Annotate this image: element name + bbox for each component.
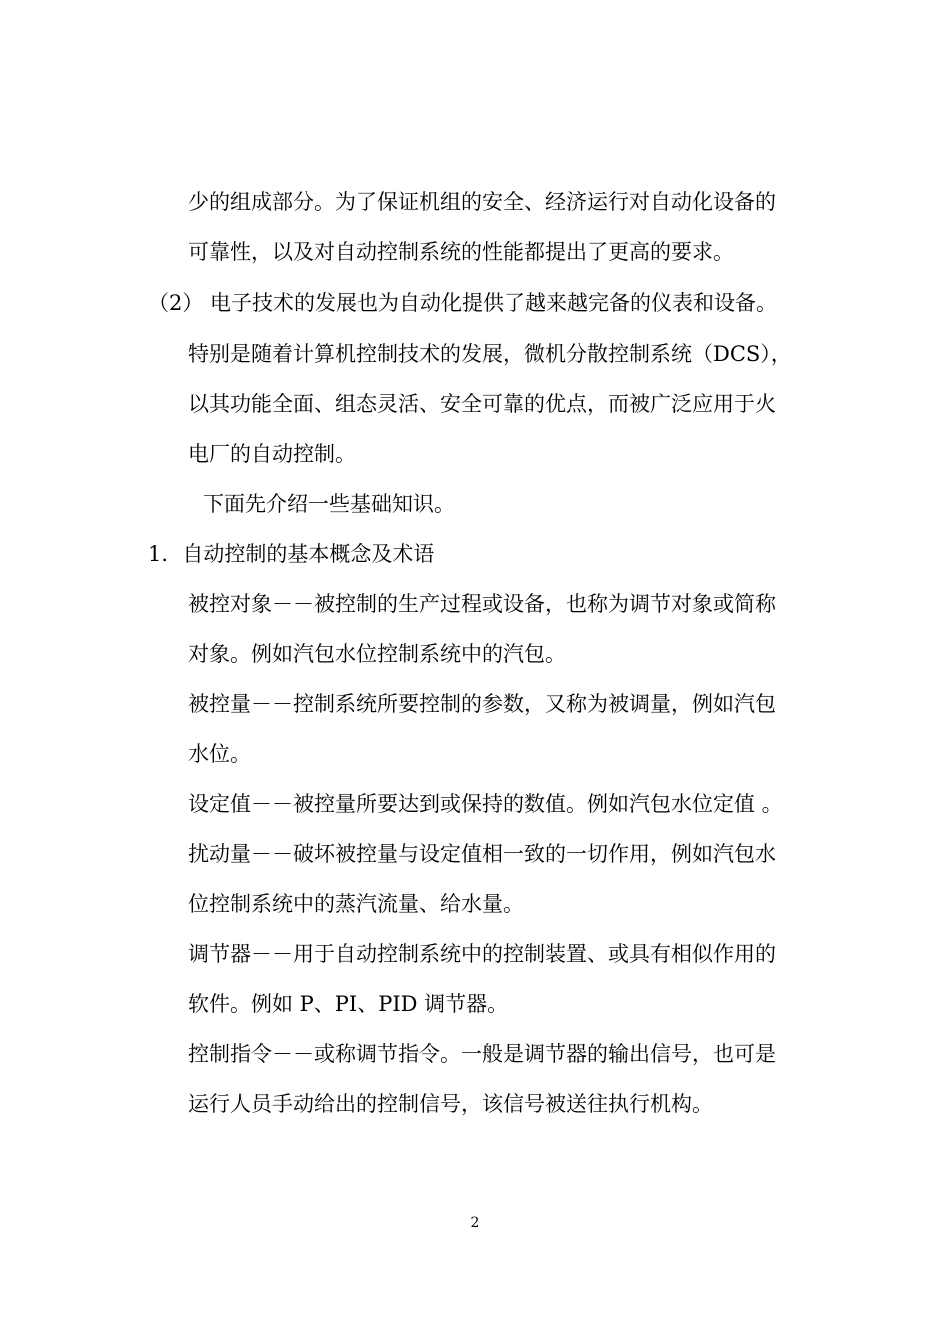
text-line: 运行人员手动给出的控制信号，该信号被送往执行机构。	[188, 1092, 713, 1116]
text-line: 控制指令－－或称调节指令。一般是调节器的输出信号，也可是	[188, 1042, 776, 1066]
text-line: 对象。例如汽包水位控制系统中的汽包。	[188, 642, 566, 666]
text-line: 下面先介绍一些基础知识。	[203, 492, 455, 516]
text-line: 以其功能全面、组态灵活、安全可靠的优点，而被广泛应用于火	[188, 392, 776, 416]
page-number: 2	[470, 1215, 480, 1231]
text-line: 电厂的自动控制。	[188, 442, 356, 466]
text-line: 可靠性，以及对自动控制系统的性能都提出了更高的要求。	[188, 240, 734, 264]
text-line: 特别是随着计算机控制技术的发展，微机分散控制系统（DCS），	[188, 342, 792, 366]
text-line: 软件。例如 P、PI、PID 调节器。	[188, 992, 509, 1016]
text-line: （2） 电子技术的发展也为自动化提供了越来越完备的仪表和设备。	[148, 291, 778, 315]
text-line: 位控制系统中的蒸汽流量、给水量。	[188, 892, 524, 916]
text-line: 少的组成部分。为了保证机组的安全、经济运行对自动化设备的	[188, 190, 776, 214]
text-line: 扰动量－－破坏被控量与设定值相一致的一切作用，例如汽包水	[188, 842, 776, 866]
text-line: 调节器－－用于自动控制系统中的控制装置、或具有相似作用的	[188, 942, 776, 966]
text-line: 设定值－－被控量所要达到或保持的数值。例如汽包水位定值 。	[188, 792, 783, 816]
text-line: 水位。	[188, 742, 251, 766]
section-heading: 1．自动控制的基本概念及术语	[148, 542, 435, 566]
text-line: 被控量－－控制系统所要控制的参数，又称为被调量，例如汽包	[188, 692, 776, 716]
text-line: 被控对象－－被控制的生产过程或设备，也称为调节对象或简称	[188, 592, 776, 616]
